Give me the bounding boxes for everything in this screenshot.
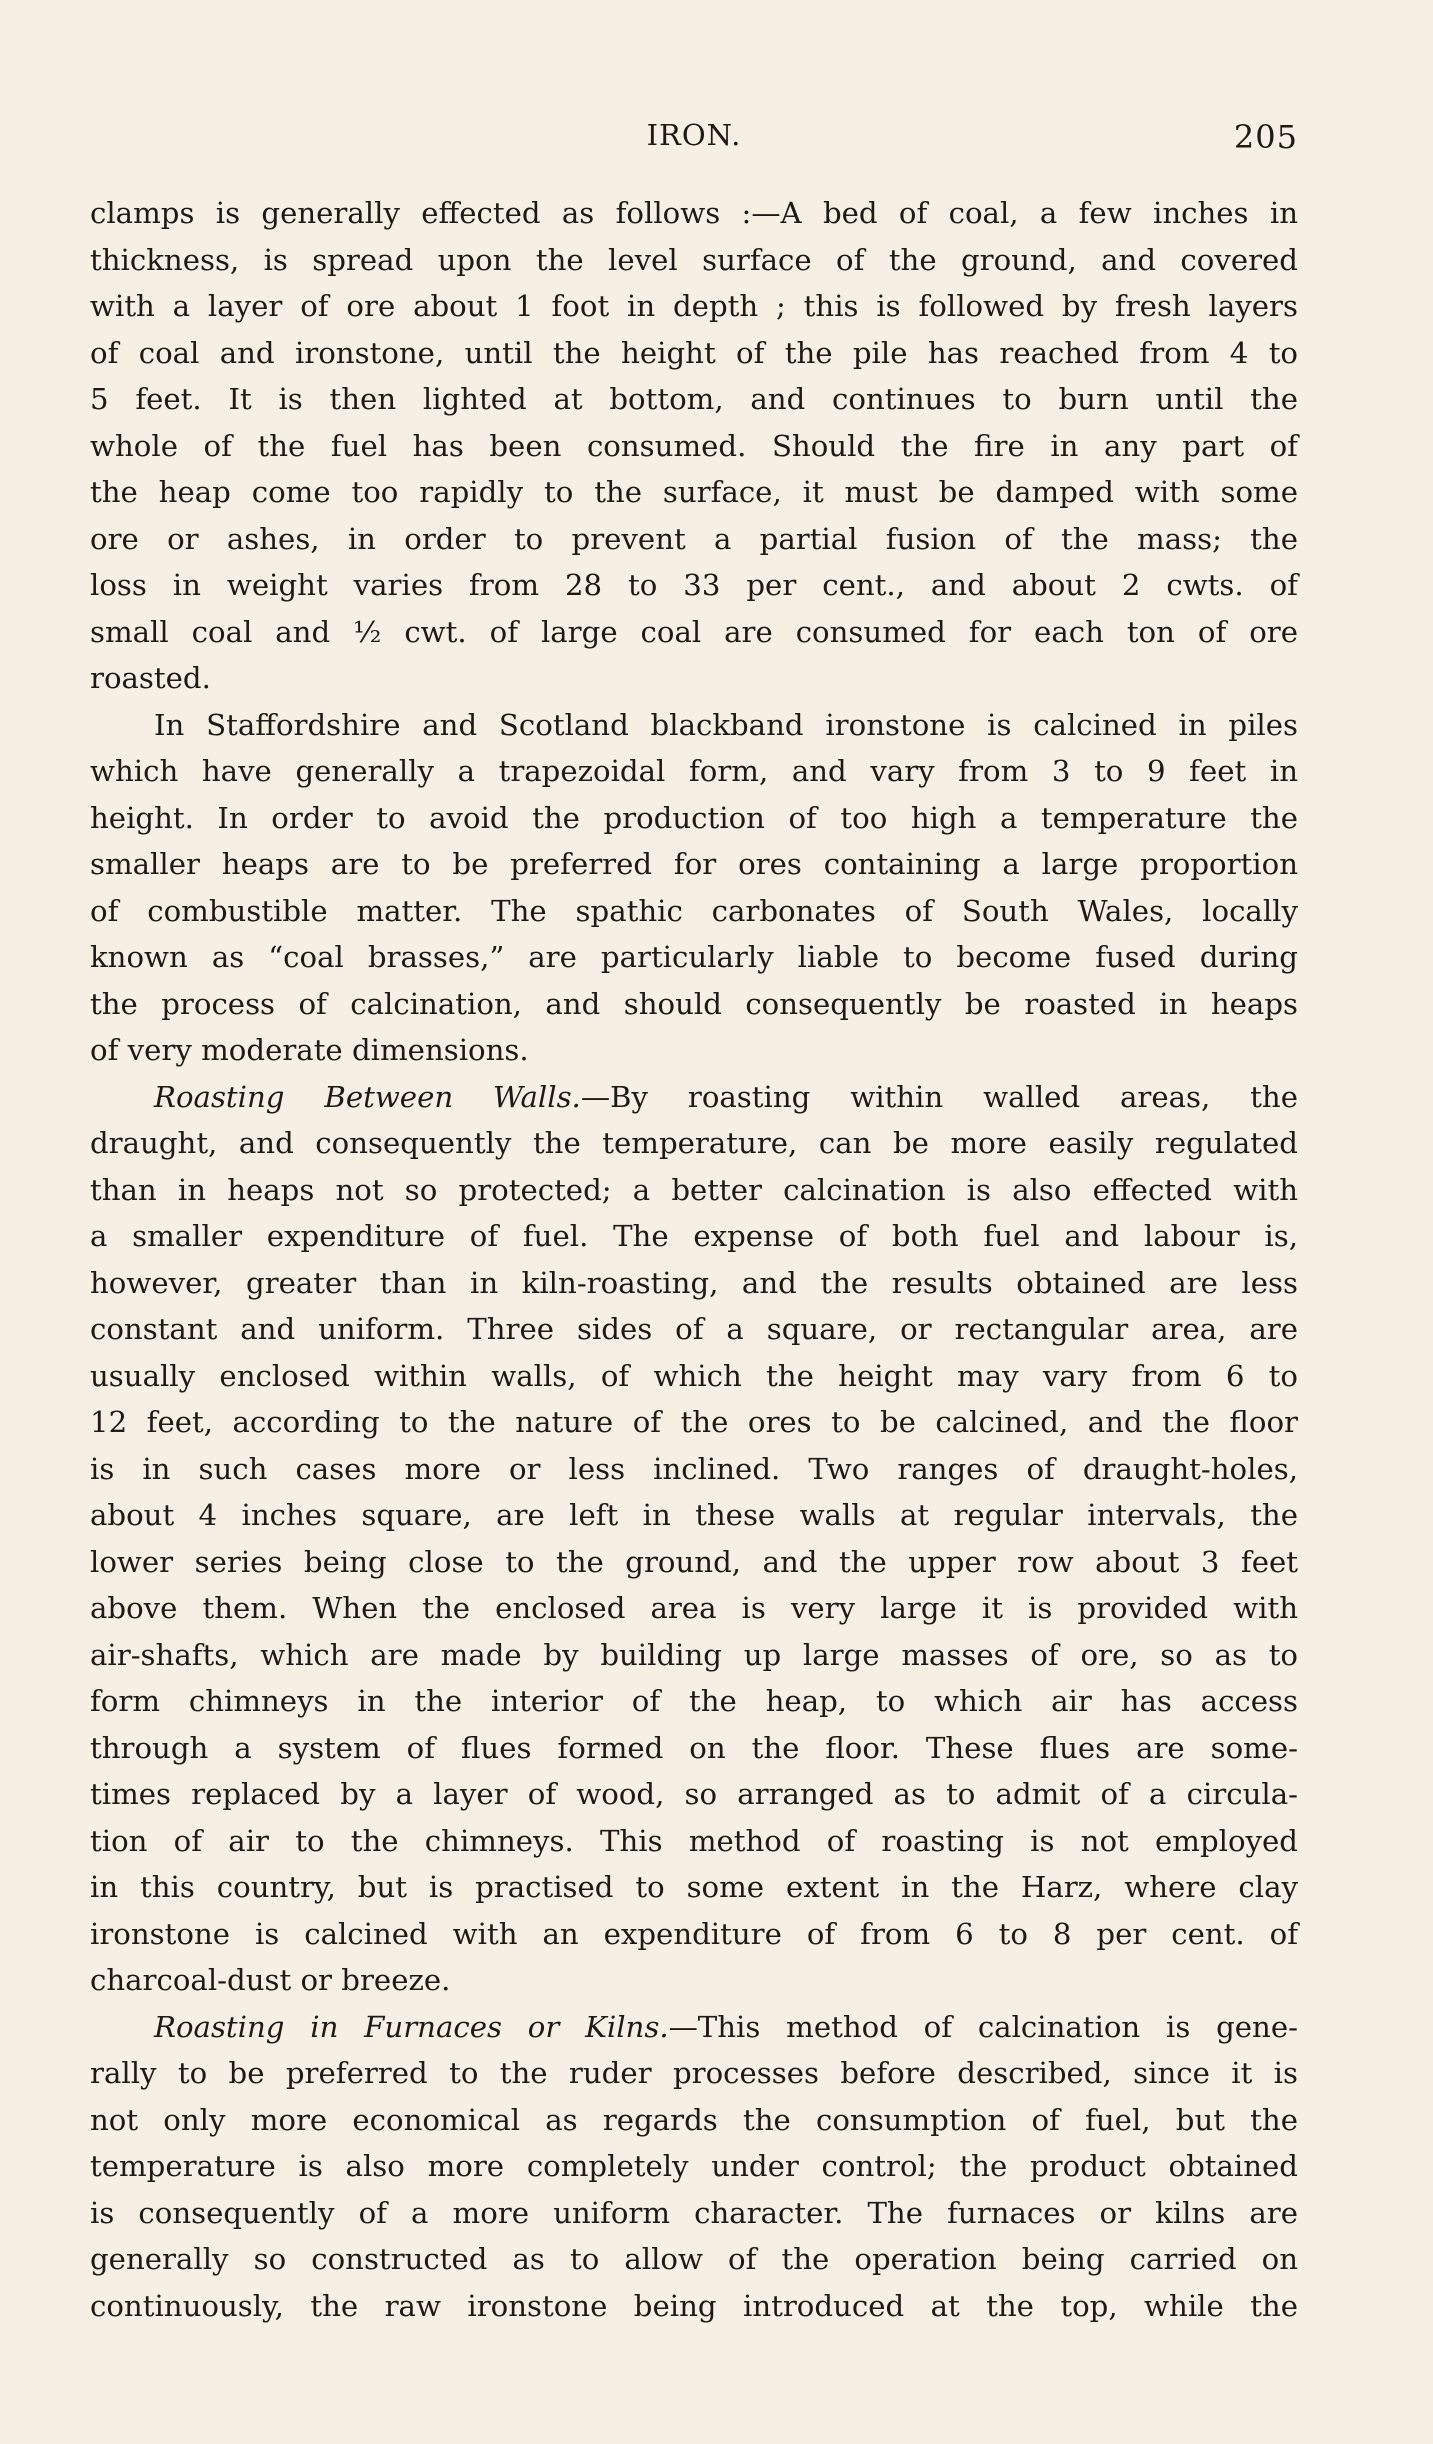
text-line: however, greater than in kiln-roasting, and the results obtained are less xyxy=(90,1265,1298,1300)
text-line: height. In order to avoid the production of too high a temperature the xyxy=(90,800,1298,835)
text-line: constant and uniform. Three sides of a square, or rectangular area, are xyxy=(90,1312,1298,1346)
text-line: smaller heaps are to be preferred for ores containing a large proportion xyxy=(90,847,1298,881)
text-line: whole of the fuel has been consumed. Should the fire in any part of xyxy=(90,428,1298,463)
page-number: 205 xyxy=(1233,118,1298,156)
heading-continuation: —This method of calcination is gene- xyxy=(668,2009,1298,2044)
text-line: roasted. xyxy=(90,661,211,695)
text-line: through a system of flues formed on the floor. These flues are some- xyxy=(90,1730,1298,1765)
section-heading: Roasting Between Walls. xyxy=(154,1079,581,1114)
text-line: tion of air to the chimneys. This method of roasting is not employed xyxy=(90,1823,1298,1858)
running-title: IRON. xyxy=(646,118,742,152)
paragraph xyxy=(90,2004,1298,2330)
text-line: clamps is generally effected as follows :—A bed of coal, a few inches in xyxy=(90,196,1298,230)
text-line: with a layer of ore about 1 foot in depth ; this is followed by fresh layers xyxy=(90,289,1298,323)
paragraph xyxy=(90,190,1298,702)
text-line: a smaller expenditure of fuel. The expense of both fuel and labour is, xyxy=(90,1219,1298,1253)
text-line: which have generally a trapezoidal form, and vary from 3 to 9 feet in xyxy=(90,754,1298,788)
text-line: generally so constructed as to allow of the operation being carried on xyxy=(90,2242,1298,2276)
text-line: times replaced by a layer of wood, so arranged as to admit of a circula- xyxy=(90,1777,1298,1811)
text-line: thickness, is spread upon the level surface of the ground, and covered xyxy=(90,242,1298,277)
text-line: air-shafts, which are made by building up large masses of ore, so as to xyxy=(90,1637,1298,1672)
text-line: the process of calcination, and should consequently be roasted in heaps xyxy=(90,986,1298,1021)
heading-continuation: —By roasting within walled areas, the xyxy=(580,1079,1298,1114)
text-line xyxy=(90,2004,1298,2051)
text-line: lower series being close to the ground, and the upper row about 3 feet xyxy=(90,1544,1298,1579)
paragraph xyxy=(90,1074,1298,2004)
text-line: about 4 inches square, are left in these walls at regular intervals, the xyxy=(90,1498,1298,1532)
text-line: is consequently of a more uniform character. The furnaces or kilns are xyxy=(90,2195,1298,2230)
text-line: is in such cases more or less inclined. Two ranges of draught-holes, xyxy=(90,1451,1298,1486)
text-line: known as “coal brasses,” are particularly liable to become fused during xyxy=(90,940,1298,974)
text-line: of very moderate dimensions. xyxy=(90,1033,529,1067)
text-line: 12 feet, according to the nature of the ores to be calcined, and the floor xyxy=(90,1405,1298,1439)
text-line: the heap come too rapidly to the surface, it must be damped with some xyxy=(90,475,1298,509)
text-line: usually enclosed within walls, of which the height may vary from 6 to xyxy=(90,1358,1298,1393)
text-line: loss in weight varies from 28 to 33 per cent., and about 2 cwts. of xyxy=(90,568,1298,602)
text-line: than in heaps not so protected; a better calcination is also effected with xyxy=(90,1172,1298,1207)
text-line: in this country, but is practised to some extent in the Harz, where clay xyxy=(90,1870,1298,1904)
text-line: above them. When the enclosed area is very large it is provided with xyxy=(90,1591,1298,1625)
text-line: rally to be preferred to the ruder processes before described, since it is xyxy=(90,2056,1298,2090)
text-line: 5 feet. It is then lighted at bottom, and continues to burn until the xyxy=(90,382,1298,416)
text-line: In Staffordshire and Scotland blackband ironstone is calcined in piles xyxy=(154,707,1298,742)
text-line: temperature is also more completely under control; the product obtained xyxy=(90,2149,1298,2183)
section-heading: Roasting in Furnaces or Kilns. xyxy=(154,2009,669,2044)
text-line: not only more economical as regards the consumption of fuel, but the xyxy=(90,2102,1298,2137)
text-line: small coal and ½ cwt. of large coal are consumed for each ton of ore xyxy=(90,614,1298,649)
text-line: form chimneys in the interior of the heap, to which air has access xyxy=(90,1684,1298,1718)
page-header xyxy=(90,118,1298,166)
text-line xyxy=(90,1074,1298,1121)
paragraph xyxy=(90,702,1298,1074)
body-text xyxy=(90,190,1298,2329)
text-line: ore or ashes, in order to prevent a partial fusion of the mass; the xyxy=(90,521,1298,556)
text-line: continuously, the raw ironstone being introduced at the top, while the xyxy=(90,2288,1298,2323)
text-line: charcoal-dust or breeze. xyxy=(90,1963,451,1997)
text-line: draught, and consequently the temperature, can be more easily regulated xyxy=(90,1126,1298,1160)
text-line: of coal and ironstone, until the height of the pile has reached from 4 to xyxy=(90,335,1298,370)
text-line: of combustible matter. The spathic carbonates of South Wales, locally xyxy=(90,893,1298,928)
text-line: ironstone is calcined with an expenditure of from 6 to 8 per cent. of xyxy=(90,1916,1298,1951)
